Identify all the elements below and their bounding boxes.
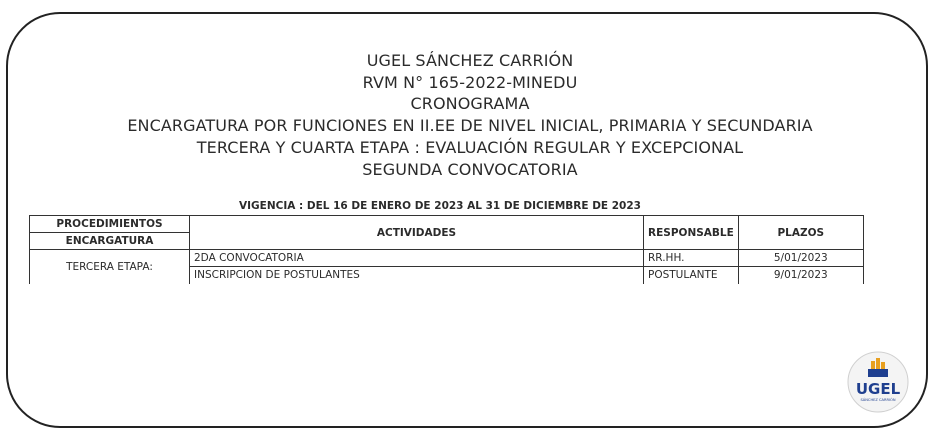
plazo-cell: 9/01/2023 bbox=[738, 267, 863, 284]
header-line-rvm: RVM N° 165-2022-MINEDU bbox=[362, 72, 578, 92]
responsable-cell: POSTULANTE bbox=[644, 267, 739, 284]
header-plazos: PLAZOS bbox=[738, 216, 863, 250]
document-header bbox=[0, 50, 940, 180]
header-actividades: ACTIVIDADES bbox=[190, 216, 644, 250]
stage-label: TERCERA ETAPA: bbox=[30, 250, 190, 284]
table-row bbox=[30, 250, 864, 267]
actividad-cell: INSCRIPCION DE POSTULANTES bbox=[190, 267, 644, 284]
table-header-row bbox=[30, 216, 864, 233]
actividad-cell: 2DA CONVOCATORIA bbox=[190, 250, 644, 267]
logo-text: UGEL bbox=[855, 380, 901, 398]
header-procedimientos: PROCEDIMIENTOS bbox=[30, 216, 190, 233]
header-line-ugel: UGEL SÁNCHEZ CARRIÓN bbox=[366, 51, 574, 70]
responsable-cell: RR.HH. bbox=[644, 250, 739, 267]
header-line-cronograma: CRONOGRAMA bbox=[410, 94, 530, 114]
header-encargatura: ENCARGATURA bbox=[30, 233, 190, 250]
plazo-cell: 5/01/2023 bbox=[738, 250, 863, 267]
header-line-convocatoria: SEGUNDA CONVOCATORIA bbox=[362, 159, 578, 179]
vigencia-text: VIGENCIA : DEL 16 DE ENERO DE 2023 AL 31 DE DICIEMBRE DE 2023 bbox=[239, 200, 641, 212]
ugel-logo-icon bbox=[847, 351, 909, 413]
header-responsable: RESPONSABLE bbox=[644, 216, 739, 250]
schedule-table bbox=[29, 215, 864, 284]
logo-subtext: SÁNCHEZ CARRIÓN bbox=[860, 398, 896, 402]
header-line-etapa: TERCERA Y CUARTA ETAPA : EVALUACIÓN REGULAR Y EXCEPCIONAL bbox=[196, 137, 744, 157]
header-line-encargatura: ENCARGATURA POR FUNCIONES EN II.EE DE NIVEL INICIAL, PRIMARIA Y SECUNDARIA bbox=[127, 116, 813, 136]
